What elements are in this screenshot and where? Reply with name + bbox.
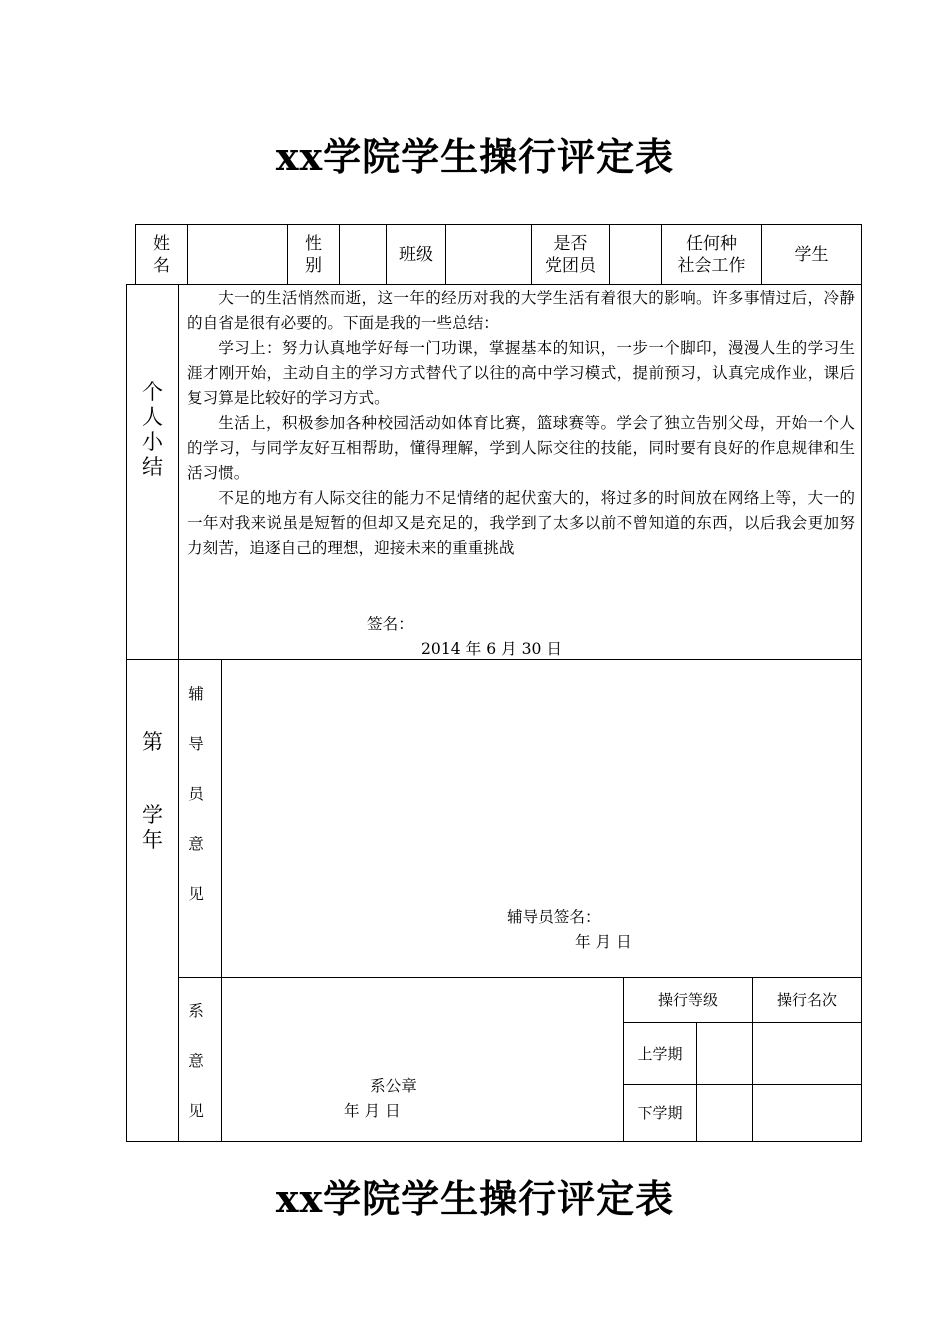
summary-paragraph: 不足的地方有人际交往的能力不足情绪的起伏蛮大的，将过多的时间放在网络上等，大一的一年对我来说虽是短暂的但却又是充足的，我学到了太多以前不曾知道的东西，以后我会更加努力刻苦，追逐自己的理想，迎接未来的重重挑战 bbox=[187, 489, 855, 557]
department-date: 年 月 日 bbox=[344, 1102, 401, 1120]
summary-paragraph: 学习上：努力认真地学好每一门功课，掌握基本的知识，一步一个脚印，漫漫人生的学习生涯才刚开始，主动自主的学习方式替代了以往的高中学习模式，提前预习，认真完成作业，课后复习算是比较好的学习方式。 bbox=[187, 339, 855, 407]
second-term-label: 下学期 bbox=[637, 1104, 683, 1122]
gender-label: 性 别 bbox=[305, 233, 322, 276]
signature-label: 签名： bbox=[367, 615, 414, 633]
summary-text bbox=[187, 286, 855, 561]
conduct-grade-header: 操行等级 bbox=[657, 991, 718, 1009]
counselor-opinion-label: 辅 导 员 意 见 bbox=[188, 685, 204, 903]
counselor-opinion-area[interactable] bbox=[222, 660, 861, 977]
class-label: 班级 bbox=[399, 244, 433, 265]
summary-date: 2014 年 6 月 30 日 bbox=[421, 640, 563, 658]
second-term-rank[interactable] bbox=[753, 1085, 861, 1141]
department-opinion-label: 系 意 见 bbox=[188, 1002, 204, 1120]
party-member-value[interactable] bbox=[610, 225, 661, 284]
name-label: 姓 名 bbox=[153, 233, 170, 276]
party-member-label: 是否 党团员 bbox=[545, 233, 596, 276]
summary-paragraph: 生活上，积极参加各种校园活动如体育比赛，篮球赛等。学会了独立告别父母，开始一个人的学习，与同学友好互相帮助，懂得理解，学到人际交往的技能，同时要有良好的作息规律和生活习惯。 bbox=[187, 414, 855, 482]
second-term-grade[interactable] bbox=[697, 1085, 752, 1141]
first-term-label: 上学期 bbox=[637, 1044, 683, 1063]
page-title-repeat: xx学院学生操行评定表 bbox=[275, 1176, 675, 1221]
department-stamp: 系公章 bbox=[370, 1077, 417, 1095]
counselor-signature-label: 辅导员签名： bbox=[507, 908, 601, 926]
summary-paragraph: 大一的生活悄然而逝，这一年的经历对我的大学生活有着很大的影响。许多事情过后，冷静的自省是很有必要的。下面是我的一些总结： bbox=[187, 289, 855, 332]
academic-year-label-bottom: 学 年 bbox=[142, 803, 163, 852]
social-work-value: 学生 bbox=[794, 244, 829, 265]
page-title: xx学院学生操行评定表 bbox=[275, 134, 675, 179]
conduct-rank-header: 操行名次 bbox=[776, 991, 837, 1009]
gender-value[interactable] bbox=[340, 225, 386, 284]
class-value[interactable] bbox=[446, 225, 531, 284]
social-work-label: 任何种 社会工作 bbox=[677, 233, 746, 276]
counselor-date: 年 月 日 bbox=[575, 933, 632, 951]
personal-summary-label: 个 人 小 结 bbox=[142, 380, 163, 479]
department-opinion-area[interactable] bbox=[222, 978, 623, 1141]
academic-year-label-top: 第 bbox=[142, 729, 163, 754]
first-term-rank[interactable] bbox=[753, 1023, 861, 1084]
first-term-grade[interactable] bbox=[697, 1023, 752, 1084]
name-value[interactable] bbox=[188, 225, 287, 284]
